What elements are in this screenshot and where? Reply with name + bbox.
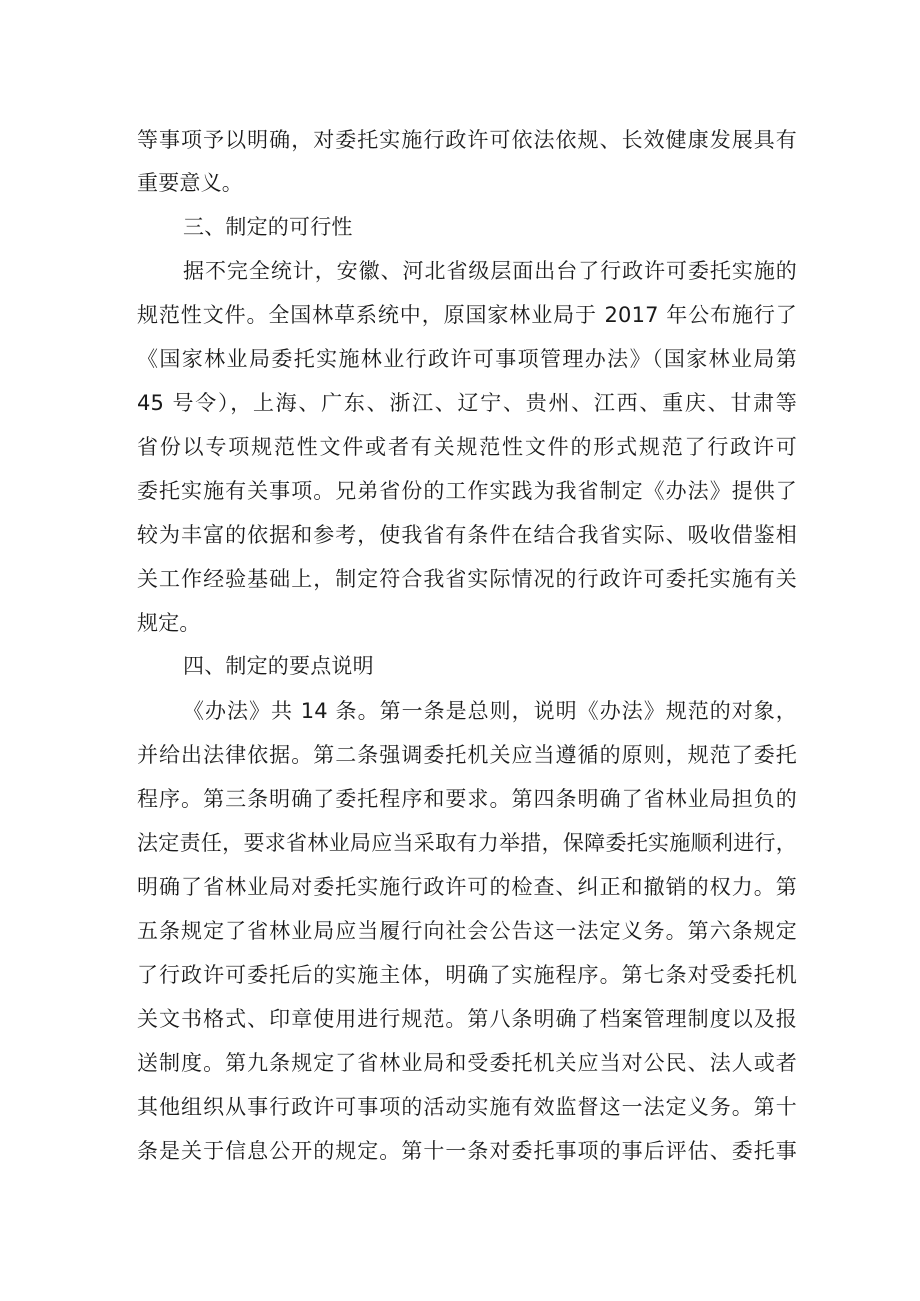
text-line: 委托实施有关事项。兄弟省份的工作实践为我省制定《办法》提供了 xyxy=(137,479,797,503)
text-line: 关工作经验基础上，制定符合我省实际情况的行政许可委托实施有关 xyxy=(137,567,797,591)
text-line: 规定。 xyxy=(137,611,201,635)
text-line: 条是关于信息公开的规定。第十一条对委托事项的事后评估、委托事 xyxy=(137,1139,797,1163)
text-line: 等事项予以明确，对委托实施行政许可依法依规、长效健康发展具有 xyxy=(137,128,797,152)
text-line: 45 号令），上海、广东、浙江、辽宁、贵州、江西、重庆、甘肃等 xyxy=(137,391,797,415)
text-line: 较为丰富的依据和参考，使我省有条件在结合我省实际、吸收借鉴相 xyxy=(137,523,797,547)
text-line: 其他组织从事行政许可事项的活动实施有效监督这一法定义务。第十 xyxy=(137,1095,797,1119)
text-line: 送制度。第九条规定了省林业局和受委托机关应当对公民、法人或者 xyxy=(137,1051,797,1075)
text-line: 五条规定了省林业局应当履行向社会公告这一法定义务。第六条规定 xyxy=(137,919,797,943)
text-line: 并给出法律依据。第二条强调委托机关应当遵循的原则，规范了委托 xyxy=(137,743,797,767)
text-line: 据不完全统计，安徽、河北省级层面出台了行政许可委托实施的 xyxy=(183,259,797,283)
text-line: 省份以专项规范性文件或者有关规范性文件的形式规范了行政许可 xyxy=(137,435,797,459)
section-heading: 三、制定的可行性 xyxy=(183,215,353,239)
text-line: 关文书格式、印章使用进行规范。第八条明确了档案管理制度以及报 xyxy=(137,1007,797,1031)
text-line: 了行政许可委托后的实施主体，明确了实施程序。第七条对受委托机 xyxy=(137,963,797,987)
text-line: 《国家林业局委托实施林业行政许可事项管理办法》（国家林业局第 xyxy=(137,347,797,371)
text-line: 法定责任，要求省林业局应当采取有力举措，保障委托实施顺利进行， xyxy=(137,831,797,855)
section-heading: 四、制定的要点说明 xyxy=(183,654,374,678)
text-line: 《办法》共 14 条。第一条是总则，说明《办法》规范的对象， xyxy=(183,699,797,723)
text-line: 明确了省林业局对委托实施行政许可的检查、纠正和撤销的权力。第 xyxy=(137,875,797,899)
text-line: 程序。第三条明确了委托程序和要求。第四条明确了省林业局担负的 xyxy=(137,787,797,811)
text-line: 规范性文件。全国林草系统中，原国家林业局于 2017 年公布施行了 xyxy=(137,303,797,327)
text-line: 重要意义。 xyxy=(137,171,243,195)
